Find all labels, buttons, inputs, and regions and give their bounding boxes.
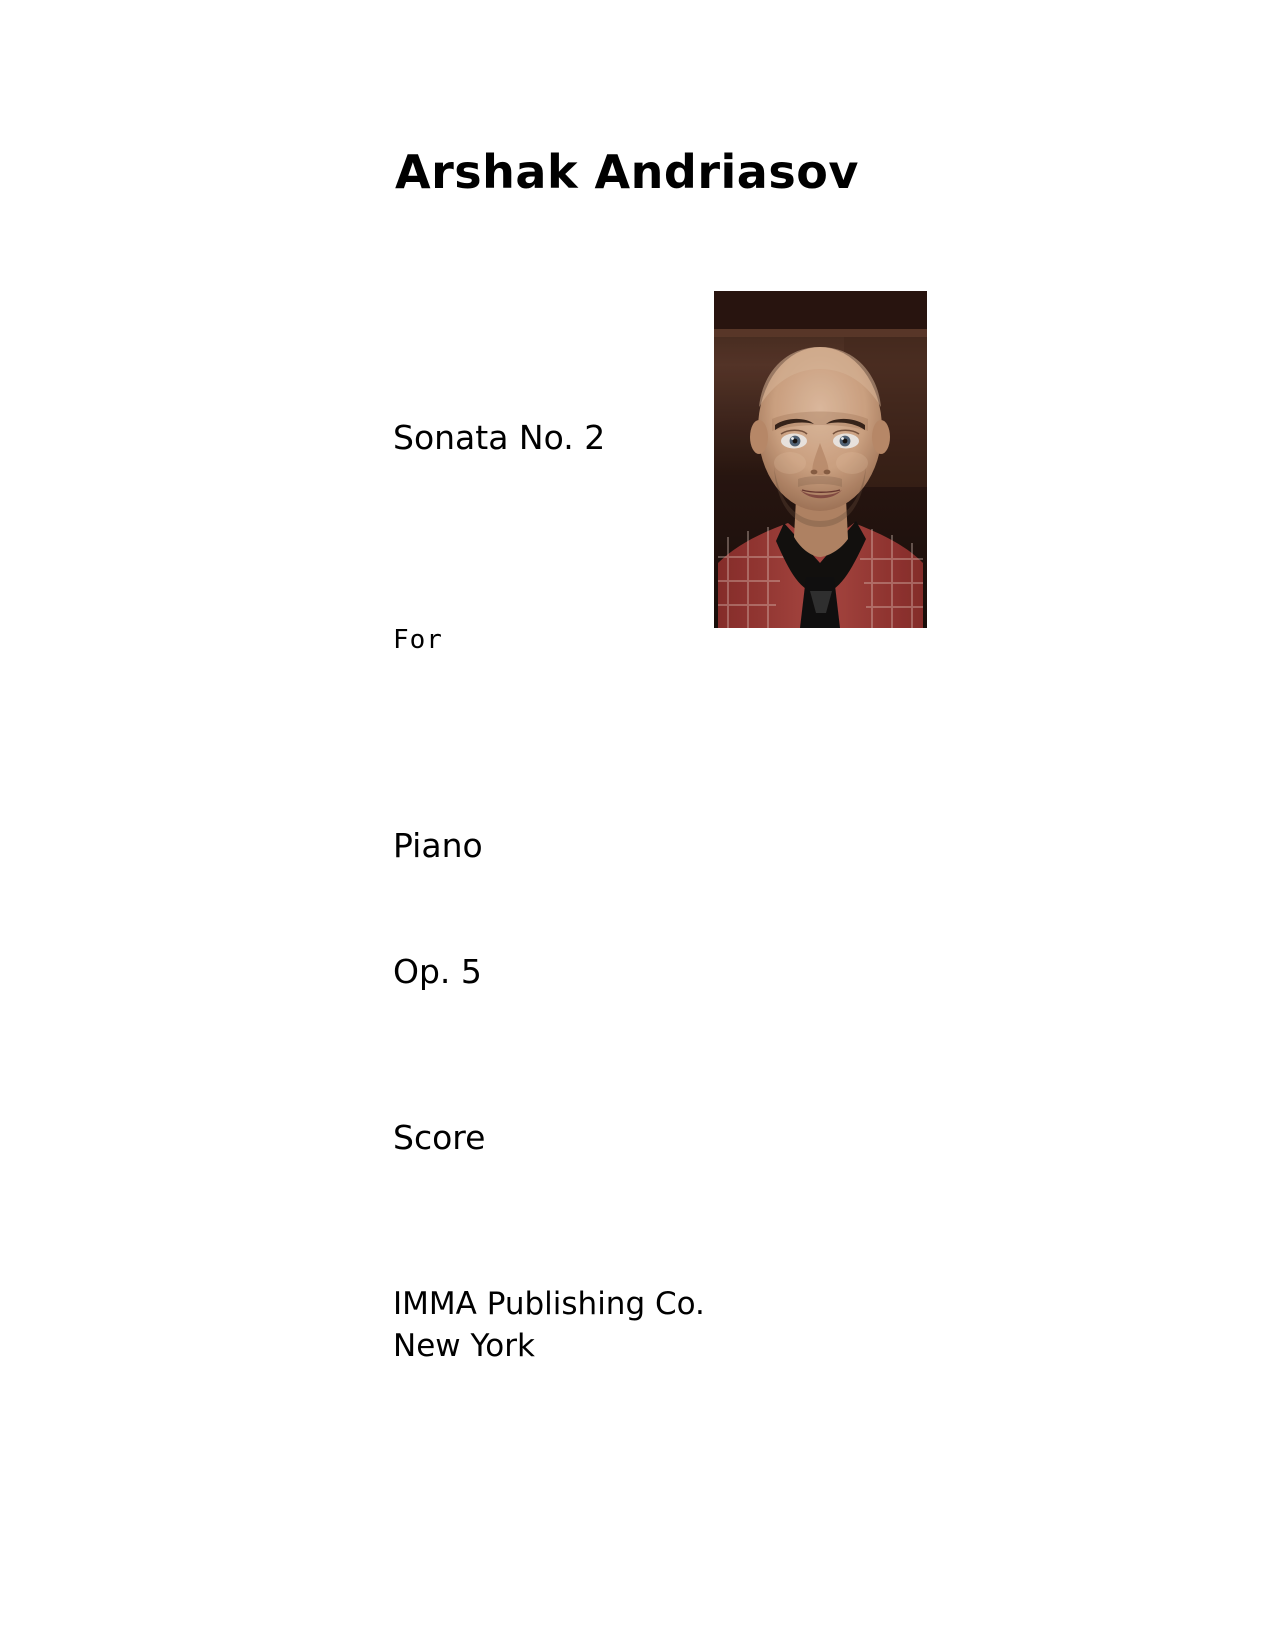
publisher-name: IMMA Publishing Co. [393,1286,705,1322]
publisher-block [393,1283,705,1367]
for-label: For [393,625,443,655]
composer-name: Arshak Andriasov [395,145,859,199]
instrument-label: Piano [393,826,483,865]
portrait-image [714,291,927,628]
publisher-city: New York [393,1328,535,1364]
score-label: Score [393,1118,486,1157]
composer-portrait [714,291,927,628]
opus-number: Op. 5 [393,952,482,991]
work-title: Sonata No. 2 [393,418,606,457]
